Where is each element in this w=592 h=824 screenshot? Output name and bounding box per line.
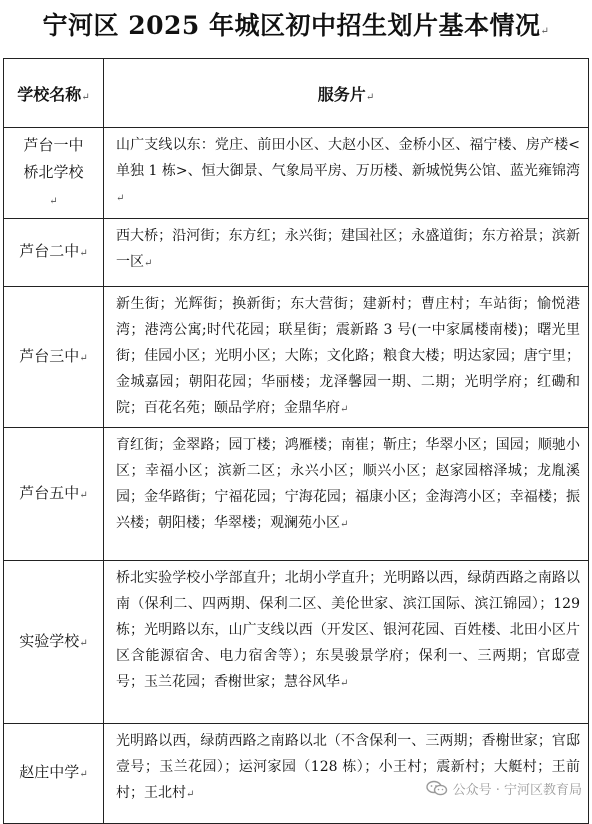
service-area-text: 桥北实验学校小学部直升；北胡小学直升；光明路以西，绿荫西路之南路以南（保利二、四两期、保利二区、美伦世家、滨江国际、滨江锦园）；129 栋；光明路以东，山广支线以西（开发区、银河花园、百姓楼、北田小区片区含能源宿舍、电力宿舍等）；东昊骏景学府；保利一、三两期；官邸壹号；玉兰花园；香榭世家；慧谷风华 bbox=[116, 570, 580, 690]
school-name-cell bbox=[4, 128, 104, 219]
school-name: 芦台一中桥北学校 bbox=[23, 135, 84, 181]
school-name: 芦台五中 bbox=[19, 483, 80, 502]
service-area-cell bbox=[104, 561, 589, 724]
table-row bbox=[4, 724, 589, 824]
service-area-text: 山广支线以东：党庄、前田小区、大赵小区、金桥小区、福宁楼、房产楼<单独 1 栋>、恒大御景、气象局平房、万历楼、新城悦隽公馆、蓝光雍锦湾 bbox=[116, 137, 580, 179]
paragraph-mark: ↵ bbox=[79, 248, 88, 259]
service-area-cell bbox=[104, 724, 589, 824]
school-name-cell bbox=[4, 428, 104, 561]
paragraph-mark: ↵ bbox=[340, 519, 349, 530]
header-school bbox=[4, 59, 104, 128]
paragraph-mark: ↵ bbox=[340, 678, 349, 689]
school-name-cell bbox=[4, 561, 104, 724]
wechat-watermark bbox=[426, 775, 582, 801]
title-paragraph-mark: ↵ bbox=[540, 26, 550, 37]
service-area-text: 光明路以西，绿荫西路之南路以北（不含保利一、三两期；香榭世家；官邸壹号；玉兰花园）；运河家园（128 栋）；小王村；震新村；大艇村；王前村；王北村 bbox=[116, 733, 580, 801]
watermark-text: 公众号 · 宁河区教育局 bbox=[452, 782, 582, 798]
paragraph-mark: ↵ bbox=[116, 193, 125, 204]
paragraph-mark: ↵ bbox=[79, 489, 88, 501]
school-name-cell bbox=[4, 287, 104, 428]
service-area-text: 新生街；光辉街；换新街；东大营街；建新村；曹庄村；车站街；愉悦港湾；港湾公寓;时代花园；联星街；震新路 3 号(一中家属楼南楼)；曙光里街；佳园小区；光明小区；大陈；文化路；粮食大楼；明达家园；唐宁里；金城嘉园；朝阳花园；华丽楼；龙泽馨园一期、二期；光明学府；红磡和院；百花名苑；颐品学府；金鼎华府 bbox=[116, 296, 580, 416]
table-row bbox=[4, 287, 589, 428]
paragraph-mark: ↵ bbox=[49, 195, 58, 207]
service-area-cell bbox=[104, 428, 589, 561]
table-row bbox=[4, 128, 589, 219]
school-name-cell bbox=[4, 724, 104, 824]
zoning-table bbox=[3, 58, 589, 824]
paragraph-mark: ↵ bbox=[81, 91, 90, 103]
service-area-cell bbox=[104, 219, 589, 287]
school-name: 芦台二中 bbox=[19, 242, 80, 260]
header-area-text: 服务片 bbox=[317, 84, 366, 104]
school-name: 芦台三中 bbox=[19, 346, 80, 365]
school-name: 实验学校 bbox=[19, 631, 80, 650]
document-title bbox=[0, 6, 592, 46]
table-header-row bbox=[4, 59, 589, 128]
service-area-text: 西大桥；沿河街；东方红；永兴街；建国社区；永盛道街；东方裕景；滨新一区 bbox=[116, 228, 580, 270]
paragraph-mark: ↵ bbox=[340, 404, 349, 415]
table-row bbox=[4, 219, 589, 287]
service-area-cell bbox=[104, 287, 589, 428]
paragraph-mark: ↵ bbox=[79, 352, 88, 364]
service-area-cell bbox=[104, 128, 589, 219]
paragraph-mark: ↵ bbox=[144, 258, 153, 269]
paragraph-mark: ↵ bbox=[79, 769, 88, 780]
paragraph-mark: ↵ bbox=[365, 91, 375, 103]
table-row bbox=[4, 561, 589, 724]
table-row bbox=[4, 428, 589, 561]
school-name: 赵庄中学 bbox=[19, 763, 80, 781]
header-area bbox=[104, 59, 589, 128]
school-name-cell bbox=[4, 219, 104, 287]
paragraph-mark: ↵ bbox=[79, 637, 88, 649]
title-text: 宁河区 2025 年城区初中招生划片基本情况 bbox=[42, 11, 541, 40]
service-area-text: 育红街；金翠路；园丁楼；鸿雁楼；南崔；靳庄；华翠小区；国园；顺驰小区；幸福小区；滨新二区；永兴小区；顺兴小区；赵家园榕泽城；龙胤溪园；金华路街；宁福花园；宁海花园；福康小区；金海湾小区；幸福楼；振兴楼；朝阳楼；华翠楼；观澜苑小区 bbox=[116, 437, 580, 531]
wechat-icon bbox=[426, 780, 448, 796]
paragraph-mark: ↵ bbox=[186, 789, 195, 800]
header-school-text: 学校名称 bbox=[17, 84, 82, 104]
